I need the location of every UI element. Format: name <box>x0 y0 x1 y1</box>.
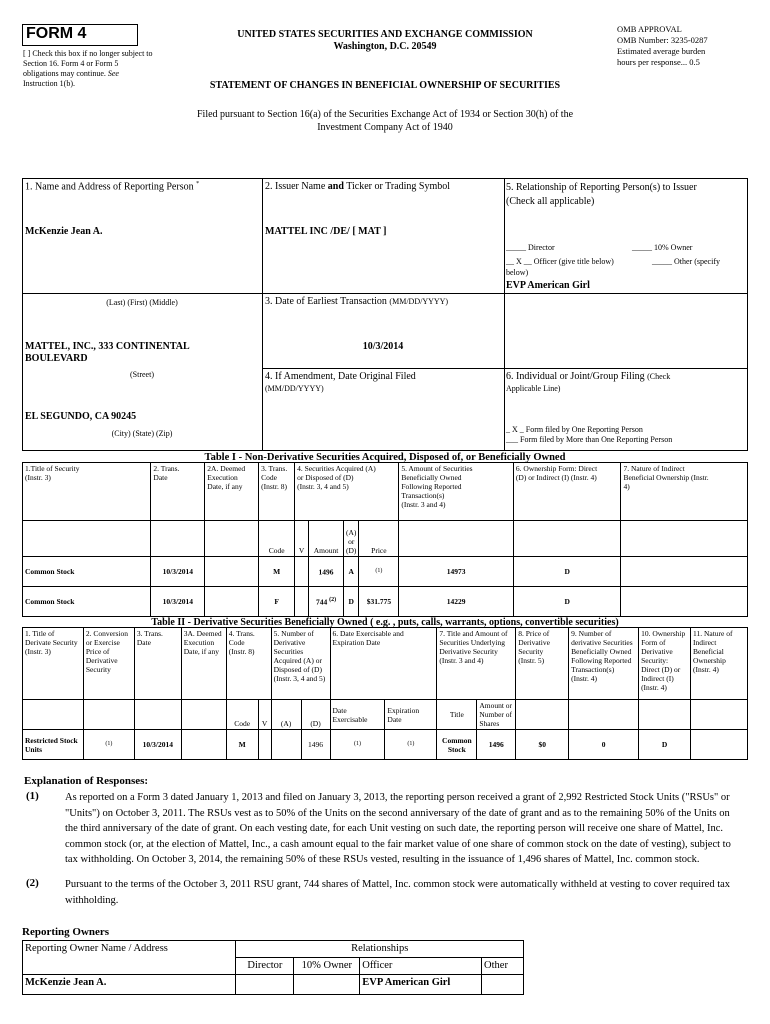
footnote-1-num: (1) <box>26 790 39 802</box>
checkbox-note-see: See <box>107 69 119 78</box>
t2-col-conversion: 2. Conversion or Exercise Price of Derivative Security <box>83 628 134 700</box>
t1-r1-amount <box>309 587 344 617</box>
omb-line1: OMB APPROVAL <box>617 24 682 34</box>
box6-label-text: 6. Individual or Joint/Group Filing <box>506 371 645 382</box>
omb-line4: hours per response... 0.5 <box>617 57 700 67</box>
t1-sub-price: Price <box>359 521 399 557</box>
box1-marker: * <box>196 181 200 187</box>
owners-col-ten-pct: 10% Owner <box>294 958 360 975</box>
t1-r1-form: D <box>513 587 621 617</box>
t1-r1-title: Common Stock <box>23 587 151 617</box>
t2-col-number: 5. Number of Derivative Securities Acquired (A) or Disposed of (D) (Instr. 3, 4 and 5) <box>271 628 330 700</box>
omb-approval <box>617 24 708 68</box>
table-row <box>23 975 524 995</box>
t1-r1-price: $31.775 <box>359 587 399 617</box>
owners-col-officer: Officer <box>360 958 482 975</box>
relationship-director: _____ Director <box>506 243 555 252</box>
box3-label-text: 3. Date of Earliest Transaction <box>265 296 387 307</box>
t1-r0-amount-value: 1496 <box>318 567 334 577</box>
box4-label-small: (MM/DD/YYYY) <box>265 384 324 393</box>
filing-multiple-persons: ___ Form filed by More than One Reporting Person <box>506 435 673 444</box>
form-title: FORM 4 <box>26 25 87 42</box>
street-address: MATTEL, INC., 333 CONTINENTAL BOULEVARD <box>25 341 190 364</box>
t1-r0-amount <box>309 557 344 587</box>
t1-r0-date: 10/3/2014 <box>151 557 205 587</box>
t2-sub-d: (D) <box>301 700 330 730</box>
t1-col-deemed: 2A. Deemed Execution Date, if any <box>205 463 259 521</box>
t2-sub-expiration: Expiration Date <box>385 700 437 730</box>
box6-label-small: (Check <box>647 372 671 381</box>
t2-col-owned: 9. Number of derivative Securities Beneficially Owned Following Reported Transaction(s) (Instr. 4) <box>569 628 639 700</box>
t1-r0-aord: A <box>344 557 359 587</box>
t2-col-underlying: 7. Title and Amount of Securities Underlying Derivative Security (Instr. 3 and 4) <box>437 628 516 700</box>
filed-pursuant: Filed pursuant to Section 16(a) of the Securities Exchange Act of 1934 or Section 30(h) of the Investment Company Act of 1940 <box>196 109 574 133</box>
checkbox-note-text: [ ] Check this box if no longer subject to Section 16. Form 4 or Form 5 obligations may continue. <box>23 49 153 78</box>
t2-col-title: 1. Title of Derivate Security (Instr. 3) <box>23 628 84 700</box>
t1-col-date: 2. Trans. Date <box>151 463 205 521</box>
name-caption: (Last) (First) (Middle) <box>106 298 178 307</box>
owners-col-other: Other <box>482 958 524 975</box>
box2-label-post: Ticker or Trading Symbol <box>346 181 451 192</box>
box2-label <box>265 181 450 192</box>
t1-col-code: 3. Trans. Code (Instr. 8) <box>259 463 295 521</box>
t2-sub-amount: Amount or Number of Shares <box>477 700 516 730</box>
t1-sub-code: Code <box>259 521 295 557</box>
box2-label-and: and <box>327 181 344 192</box>
checkbox-note-instr: Instruction 1(b). <box>23 79 75 88</box>
t2-col-code: 4. Trans. Code (Instr. 8) <box>226 628 271 700</box>
t1-col-acquired: 4. Securities Acquired (A) or Disposed of (D) (Instr. 3, 4 and 5) <box>295 463 399 521</box>
reporting-person-name: McKenzie Jean A. <box>25 226 103 237</box>
table-row <box>23 587 748 617</box>
t1-r1-code: F <box>259 587 295 617</box>
t1-r1-aord: D <box>344 587 359 617</box>
table1 <box>22 462 748 617</box>
box1-label <box>25 181 199 192</box>
t2-col-exercisable: 6. Date Exercisable and Expiration Date <box>330 628 437 700</box>
t2-r0-under-title: Common Stock <box>437 730 477 760</box>
owners-heading: Reporting Owners <box>22 926 110 938</box>
t2-sub-title: Title <box>437 700 477 730</box>
t2-r0-owned: 0 <box>569 730 639 760</box>
owners-col-director: Director <box>236 958 294 975</box>
t1-col-form: 6. Ownership Form: Direct (D) or Indirect (I) (Instr. 4) <box>513 463 621 521</box>
box4-label: 4. If Amendment, Date Original Filed <box>265 371 416 382</box>
city-state-zip: EL SEGUNDO, CA 90245 <box>25 411 137 422</box>
table2 <box>22 627 748 760</box>
t1-r0-owned: 14973 <box>399 557 514 587</box>
box6-label-small2: Applicable Line) <box>506 384 561 393</box>
t2-r0-form: D <box>639 730 691 760</box>
t2-sub-a: (A) <box>271 700 301 730</box>
owners-table <box>22 940 524 995</box>
table1-title: Table I - Non-Derivative Securities Acquired, Disposed of, or Beneficially Owned <box>204 452 566 463</box>
t1-r0-price: (1) <box>359 557 399 587</box>
box1-label-text: 1. Name and Address of Reporting Person <box>25 181 194 193</box>
t1-sub-aord: (A) or (D) <box>344 521 359 557</box>
owners-row-name: McKenzie Jean A. <box>23 975 236 995</box>
t2-r0-expiration: (1) <box>385 730 437 760</box>
t2-col-nature: 11. Nature of Indirect Beneficial Ownership (Instr. 4) <box>690 628 747 700</box>
t2-r0-price: $0 <box>516 730 569 760</box>
t2-r0-d: 1496 <box>301 730 330 760</box>
t1-r0-form: D <box>513 557 621 587</box>
city-caption: (City) (State) (Zip) <box>111 429 173 438</box>
relationship-officer: __ X __ Officer (give title below) <box>506 257 614 266</box>
table2-title: Table II - Derivative Securities Beneficially Owned ( e.g. , puts, calls, warrants, options, convertible securities) <box>151 617 619 628</box>
relationship-ten-pct: _____ 10% Owner <box>632 243 693 252</box>
box3-label <box>265 296 448 307</box>
street-caption: (Street) <box>130 370 154 379</box>
t1-col-title: 1.Title of Security (Instr. 3) <box>23 463 151 521</box>
t1-r0-code: M <box>259 557 295 587</box>
relationship-other: _____ Other (specify <box>652 257 720 266</box>
t1-sub-amount: Amount <box>309 521 344 557</box>
t2-sub-v: V <box>258 700 271 730</box>
issuer-name: MATTEL INC /DE/ [ MAT ] <box>265 226 387 237</box>
owners-col-name: Reporting Owner Name / Address <box>23 941 236 975</box>
t2-sub-code: Code <box>226 700 258 730</box>
t2-r0-under-amount: 1496 <box>477 730 516 760</box>
t2-r0-date: 10/3/2014 <box>134 730 181 760</box>
agency-line2: Washington, D.C. 20549 <box>333 41 437 52</box>
omb-line3: Estimated average burden <box>617 46 706 56</box>
earliest-transaction-date: 10/3/2014 <box>362 341 404 352</box>
box6-label <box>506 371 670 382</box>
section16-checkbox-note[interactable] <box>23 49 153 89</box>
box3-label-small: (MM/DD/YYYY) <box>389 297 449 306</box>
table-row <box>23 557 748 587</box>
relationship-below: below) <box>506 268 529 277</box>
owners-col-relationships: Relationships <box>236 941 524 958</box>
agency-line1: UNITED STATES SECURITIES AND EXCHANGE COMMISSION <box>237 29 533 40</box>
filing-one-person: _ X _ Form filed by One Reporting Person <box>506 425 643 434</box>
t2-sub-exercisable: Date Exercisable <box>330 700 385 730</box>
t2-col-form: 10. Ownership Form of Derivative Security: Direct (D) or Indirect (I) (Instr. 4) <box>639 628 691 700</box>
box2-label-pre: 2. Issuer Name <box>265 181 326 192</box>
t1-col-owned: 5. Amount of Securities Beneficially Owned Following Reported Transaction(s) (Instr. 3 and 4) <box>399 463 514 521</box>
statement-title: STATEMENT OF CHANGES IN BENEFICIAL OWNERSHIP OF SECURITIES <box>209 80 561 91</box>
t1-sub-v: V <box>295 521 309 557</box>
t2-r0-title: Restricted Stock Units <box>23 730 84 760</box>
t2-r0-code: M <box>226 730 258 760</box>
table-row <box>23 730 748 760</box>
officer-title: EVP American Girl <box>506 280 590 291</box>
t1-col-nature: 7. Nature of Indirect Beneficial Ownership (Instr. 4) <box>621 463 748 521</box>
footnote-1-text: As reported on a Form 3 dated January 1, 2013 and filed on January 3, 2013, the reporting person received a grant of 2,992 Restricted Stock Units ("RSUs" or "Units") on October 3, 2011. The RSUs vest as to 50% of the Units on the second anniversary of the date of grant and as to the remaining 50% of the Units on the third anniversary of the date of grant. On each vesting date, for each Unit vesting on such date, the reporting person will receive one share of Mattel, Inc. common stock (or, at the election of Mattel, Inc., a cash amount equal to the fair market value of one share of common stock on the date of vesting), subject to tax withholding. On October 3, 2014, the remaining 50% of these RSUs vested, resulting in the issuance of 1,496 shares of Mattel, Inc. common stock. <box>65 792 731 865</box>
footnote-2-text: Pursuant to the terms of the October 3, 2011 RSU grant, 744 shares of Mattel, Inc. common stock were automatically withheld at vesting to cover required tax withholding. <box>65 879 731 906</box>
omb-line2: OMB Number: 3235-0287 <box>617 35 708 45</box>
t1-r0-title: Common Stock <box>23 557 151 587</box>
t2-r0-conversion: (1) <box>83 730 134 760</box>
t2-col-deemed: 3A. Deemed Execution Date, if any <box>181 628 226 700</box>
t2-col-date: 3. Trans. Date <box>134 628 181 700</box>
t2-r0-exercisable: (1) <box>330 730 385 760</box>
owners-row-officer: EVP American Girl <box>360 975 482 995</box>
t1-r1-amount-value: 744 <box>315 597 328 607</box>
t1-r1-owned: 14229 <box>399 587 514 617</box>
t1-r1-date: 10/3/2014 <box>151 587 205 617</box>
explanation-heading: Explanation of Responses: <box>24 775 149 787</box>
t1-r1-amount-footnote: (2) <box>329 597 337 604</box>
box5-label: 5. Relationship of Reporting Person(s) to Issuer (Check all applicable) <box>506 182 697 207</box>
footnote-2-num: (2) <box>26 877 39 889</box>
t2-col-price: 8. Price of Derivative Security (Instr. 5) <box>516 628 569 700</box>
